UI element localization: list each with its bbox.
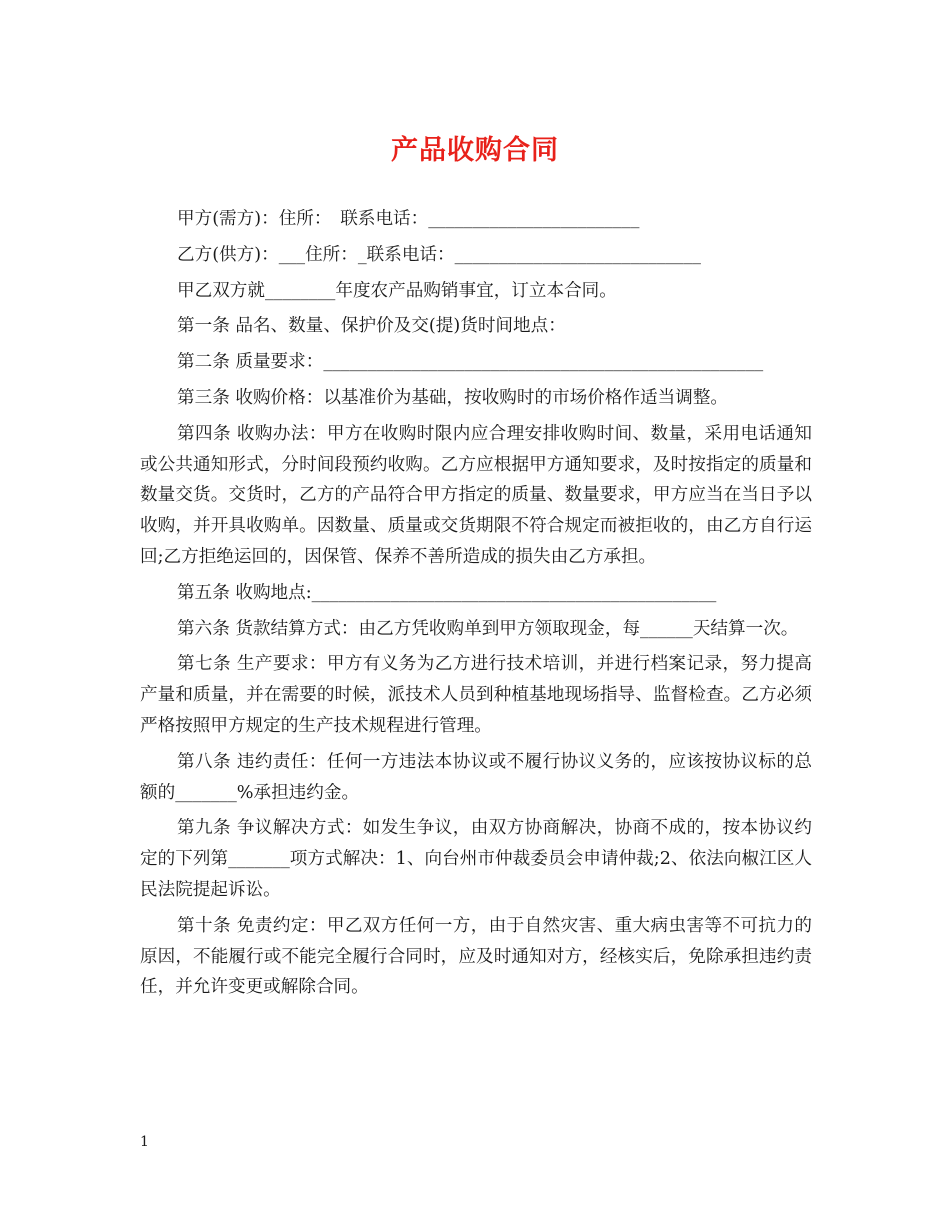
article-5: 第五条 收购地点:______________________________________________ [177, 582, 717, 603]
preamble: 甲乙双方就________年度农产品购销事宜，订立本合同。 [177, 280, 617, 301]
article-2: 第二条 质量要求：__________________________________________________ [177, 352, 764, 373]
article-1: 第一条 品名、数量、保护价及交(提)货时间地点： [177, 316, 566, 337]
article-7: 第七条 生产要求：甲方有义务为乙方进行技术培训，并进行档案记录，努力提高产量和质量，并在需要的时候，派技术人员到种植基地现场指导、监督检查。乙方必须严格按照甲方规定的生产技术规程进行管理。 [140, 654, 812, 736]
contract-body [140, 204, 812, 1003]
party-b-line: 乙方(供方)：___住所：_联系电话：____________________________ [177, 244, 701, 265]
document-title: 产品收购合同 [391, 135, 559, 166]
article-8: 第八条 违约责任：任何一方违法本协议或不履行协议义务的，应该按协议标的总额的_______%承担违约金。 [140, 751, 812, 803]
article-3: 第三条 收购价格：以基准价为基础，按收购时的市场价格作适当调整。 [177, 387, 729, 408]
article-10: 第十条 免责约定：甲乙双方任何一方，由于自然灾害、重大病虫害等不可抗力的原因，不能履行或不能完全履行合同时，应及时通知对方，经核实后，免除承担违约责任，并允许变更或解除合同。 [140, 915, 812, 998]
article-9: 第九条 争议解决方式：如发生争议，由双方协商解决，协商不成的，按本协议约定的下列第_______项方式解决：1、向台州市仲裁委员会申请仲裁;2、依法向椒江区人民法院提起诉讼。 [140, 818, 812, 900]
party-a-line: 甲方(需方)：住所： 联系电话：________________________ [177, 209, 640, 229]
page-number: 1 [140, 1134, 149, 1150]
article-6: 第六条 货款结算方式：由乙方凭收购单到甲方领取现金，每______天结算一次。 [177, 618, 799, 639]
article-4: 第四条 收购办法：甲方在收购时限内应合理安排收购时间、数量，采用电话通知或公共通知形式，分时间段预约收购。乙方应根据甲方通知要求，及时按指定的质量和数量交货。交货时，乙方的产品符合甲方指定的质量、数量要求，甲方应当在当日予以收购，并开具收购单。因数量、质量或交货期限不符合规定而被拒收的，由乙方自行运回;乙方拒绝运回的，因保管、保养不善所造成的损失由乙方承担。 [140, 423, 812, 567]
